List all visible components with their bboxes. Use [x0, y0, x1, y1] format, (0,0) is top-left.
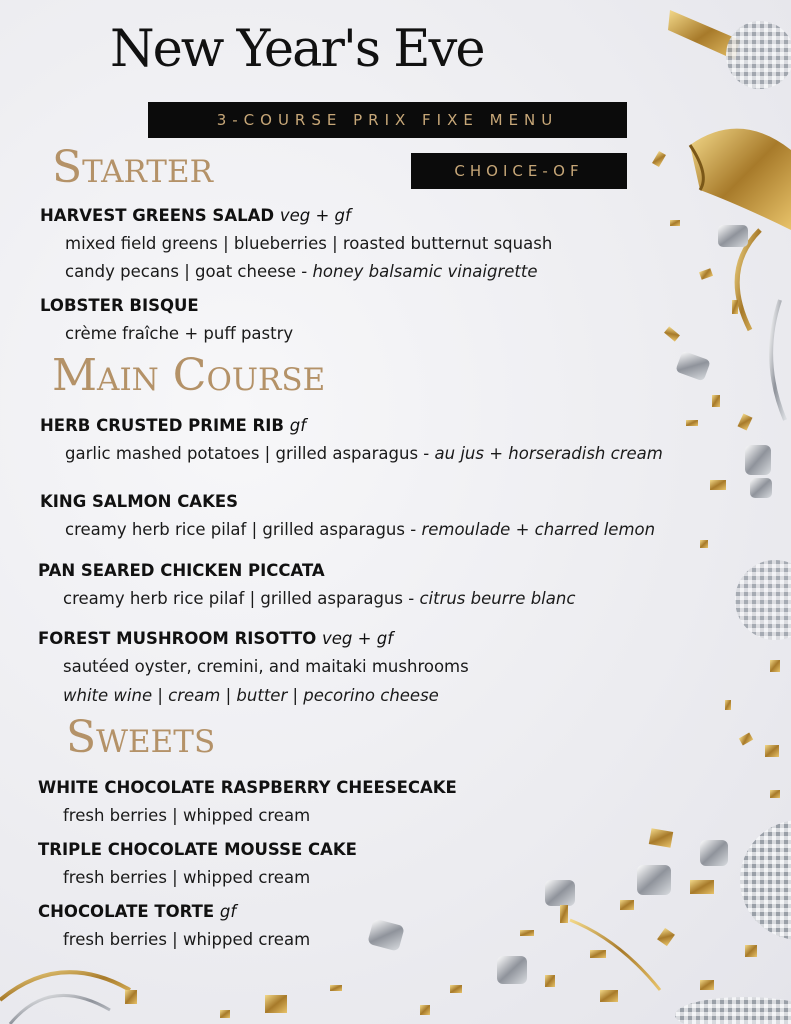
description-text: garlic mashed potatoes | grilled asparagus -	[65, 444, 435, 463]
dietary-note: veg + gf	[279, 206, 351, 225]
item-description: fresh berries | whipped cream	[63, 806, 311, 825]
menu-item-title	[40, 416, 306, 435]
item-description: fresh berries | whipped cream	[63, 930, 311, 949]
item-name: KING SALMON CAKES	[40, 492, 239, 511]
menu-item-title	[38, 840, 357, 859]
item-name: PAN SEARED CHICKEN PICCATA	[38, 561, 325, 580]
dietary-note: veg + gf	[322, 629, 394, 648]
item-name: CHOCOLATE TORTE	[38, 902, 215, 921]
item-name: HARVEST GREENS SALAD	[40, 206, 275, 225]
section-heading-starter: Starter	[52, 142, 213, 193]
item-description: crème fraîche + puff pastry	[65, 324, 294, 343]
item-name: HERB CRUSTED PRIME RIB	[40, 416, 284, 435]
description-sauce: citrus beurre blanc	[419, 589, 576, 608]
section-heading-main-course: Main Course	[52, 350, 326, 401]
section-heading-sweets: Sweets	[66, 712, 216, 763]
description-ingredient: cream	[168, 686, 221, 705]
item-description	[63, 589, 575, 608]
page-title: New Year's Eve	[110, 20, 484, 79]
dietary-note: gf	[219, 902, 237, 921]
item-description	[65, 444, 663, 463]
menu-item-title	[38, 902, 236, 921]
menu-item-title	[40, 206, 351, 225]
description-text: creamy herb rice pilaf | grilled asparagus -	[65, 520, 422, 539]
item-name: FOREST MUSHROOM RISOTTO	[38, 629, 317, 648]
menu-item-title	[38, 629, 393, 648]
description-text: creamy herb rice pilaf | grilled asparagus -	[63, 589, 420, 608]
description-sauce: honey balsamic vinaigrette	[312, 262, 538, 281]
item-name: LOBSTER BISQUE	[40, 296, 199, 315]
item-description	[65, 262, 537, 281]
description-text: candy pecans | goat cheese -	[65, 262, 313, 281]
description-sauce: au jus + horseradish cream	[434, 444, 663, 463]
menu-item-title	[40, 492, 238, 511]
description-ingredient: white wine	[63, 686, 153, 705]
choice-of-banner: CHOICE-OF	[411, 153, 627, 189]
description-ingredient: butter	[236, 686, 288, 705]
dietary-note: gf	[289, 416, 307, 435]
item-description: mixed field greens | blueberries | roasted butternut squash	[65, 234, 553, 253]
item-description: sautéed oyster, cremini, and maitaki mushrooms	[63, 657, 469, 676]
description-sauce: remoulade + charred lemon	[421, 520, 656, 539]
item-description	[65, 520, 655, 539]
prix-fixe-banner: 3-COURSE PRIX FIXE MENU	[148, 102, 627, 138]
menu-item-title	[40, 296, 199, 315]
menu-item-title	[38, 778, 457, 797]
item-description: fresh berries | whipped cream	[63, 868, 311, 887]
menu-item-title	[38, 561, 325, 580]
item-name: WHITE CHOCOLATE RASPBERRY CHEESECAKE	[38, 778, 457, 797]
item-description: white wine | cream | butter | pecorino cheese	[63, 686, 439, 705]
item-name: TRIPLE CHOCOLATE MOUSSE CAKE	[38, 840, 357, 859]
description-ingredient: pecorino cheese	[303, 686, 439, 705]
